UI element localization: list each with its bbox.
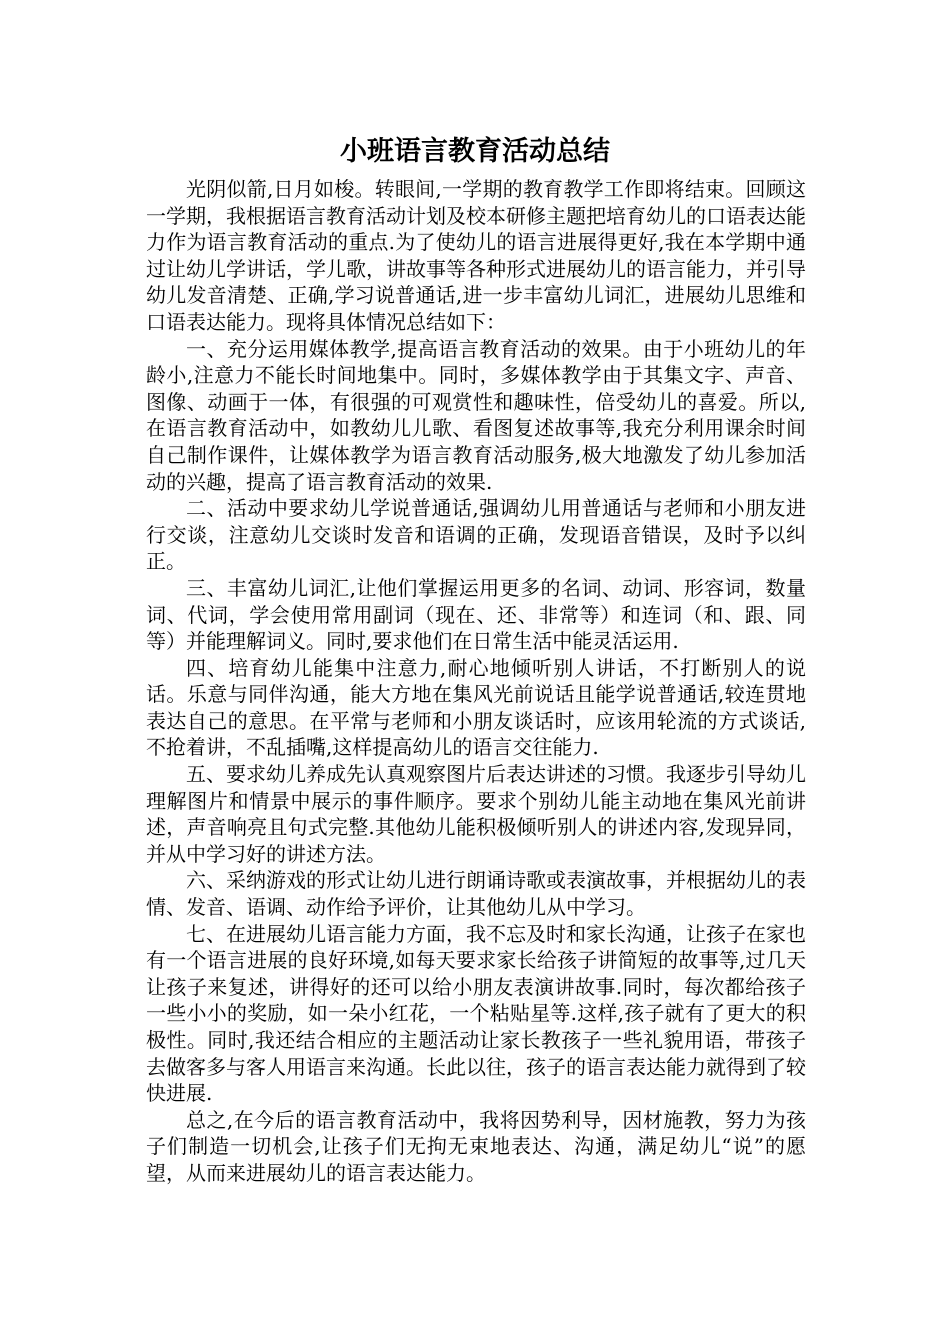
paragraph-conclusion: 总之,在今后的语言教育活动中，我将因势利导，因材施教，努力为孩子们制造一切机会,让孩子们无拘无束地表达、沟通，满足幼儿“说”的愿望，从而来进展幼儿的语言表达能力。 (146, 1107, 806, 1185)
document-body (146, 176, 806, 1187)
paragraph-7: 七、在进展幼儿语言能力方面，我不忘及时和家长沟通，让孩子在家也有一个语言进展的良好环境,如每天要求家长给孩子讲简短的故事等,过几天让孩子来复述，讲得好的还可以给小朋友表演讲故事.同时，每次都给孩子一些小小的奖励，如一朵小红花，一个粘贴星等.这样,孩子就有了更大的积极性。同时,我还结合相应的主题活动让家长教孩子一些礼貌用语，带孩子去做客多与客人用语言来沟通。长此以往，孩子的语言表达能力就得到了较快进展. (146, 921, 806, 1106)
paragraph-intro: 光阴似箭,日月如梭。转眼间,一学期的教育教学工作即将结束。回顾这一学期，我根据语言教育活动计划及校本研修主题把培育幼儿的口语表达能力作为语言教育活动的重点.为了使幼儿的语言进展得更好,我在本学期中通过让幼儿学讲话，学儿歌，讲故事等各种形式进展幼儿的语言能力，并引导幼儿发音清楚、正确,学习说普通话,进一步丰富幼儿词汇，进展幼儿思维和口语表达能力。现将具体情况总结如下： (146, 177, 806, 334)
paragraph-4: 四、培育幼儿能集中注意力,耐心地倾听别人讲话，不打断别人的说话。乐意与同伴沟通，能大方地在集风光前说话且能学说普通话,较连贯地表达自己的意思。在平常与老师和小朋友谈话时，应该用轮流的方式谈话,不抢着讲，不乱插嘴,这样提高幼儿的语言交往能力. (146, 655, 806, 760)
paragraph-1: 一、充分运用媒体教学,提高语言教育活动的效果。由于小班幼儿的年龄小,注意力不能长时间地集中。同时，多媒体教学由于其集文字、声音、图像、动画于一体，有很强的可观赏性和趣味性，倍受幼儿的喜爱。所以,在语言教育活动中，如教幼儿儿歌、看图复述故事等,我充分利用课余时间自己制作课件，让媒体教学为语言教育活动服务,极大地激发了幼儿参加活动的兴趣，提高了语言教育活动的效果. (146, 336, 806, 494)
paragraph-6: 六、采纳游戏的形式让幼儿进行朗诵诗歌或表演故事，并根据幼儿的表情、发音、语调、动作给予评价，让其他幼儿从中学习。 (146, 868, 806, 920)
paragraph-5: 五、要求幼儿养成先认真观察图片后表达讲述的习惯。我逐步引导幼儿理解图片和情景中展示的事件顺序。要求个别幼儿能主动地在集风光前讲述，声音响亮且句式完整.其他幼儿能积极倾听别人的讲述内容,发现异同，并从中学习好的讲述方法。 (146, 762, 806, 866)
document-title: 小班语言教育活动总结 (340, 136, 610, 167)
paragraph-3: 三、丰富幼儿词汇,让他们掌握运用更多的名词、动词、形容词，数量词、代词，学会使用常用副词（现在、还、非常等）和连词（和、跟、同等）并能理解词义。同时,要求他们在日常生活中能灵活运用. (146, 575, 806, 654)
paragraph-2: 二、活动中要求幼儿学说普通话,强调幼儿用普通话与老师和小朋友进行交谈，注意幼儿交谈时发音和语调的正确，发现语音错误，及时予以纠正。 (146, 496, 806, 574)
